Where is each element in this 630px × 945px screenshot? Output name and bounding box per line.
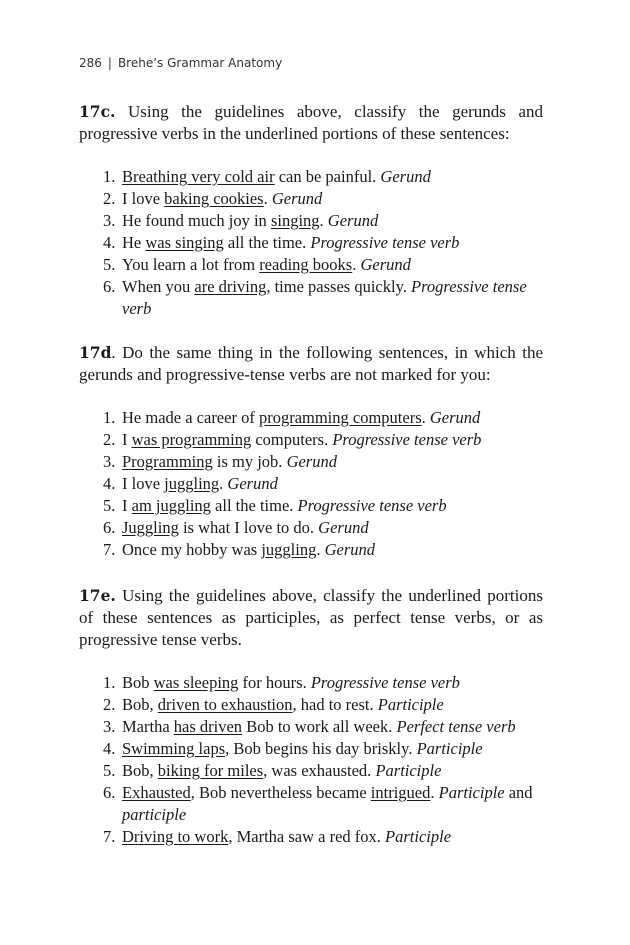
item-number: 7.: [103, 827, 116, 846]
answer-label: Participle: [416, 739, 483, 758]
sentence-text: all the time.: [223, 233, 311, 252]
underlined-phrase: Exhausted: [122, 783, 191, 802]
sentence-item: [79, 539, 543, 561]
answer-label: Participle: [438, 783, 505, 802]
sentence-text: , Bob nevertheless became: [190, 783, 371, 802]
sentence-text: .: [219, 474, 228, 493]
sentence-text: I love: [122, 189, 165, 208]
sentence-list: [79, 672, 543, 848]
sentence-text: , Bob begins his day briskly.: [225, 739, 417, 758]
underlined-phrase: has driven: [173, 717, 243, 736]
sentence-text: .: [352, 255, 361, 274]
answer-label: Progressive tense verb: [122, 277, 527, 318]
book-title: Brehe’s Grammar Anatomy: [117, 56, 283, 70]
underlined-phrase: Breathing very cold air: [122, 167, 275, 186]
sentence-item: [79, 451, 543, 473]
sentence-item: [79, 473, 543, 495]
answer-label: Perfect tense verb: [396, 717, 516, 736]
sentence-text: I love: [122, 474, 165, 493]
underlined-phrase: driven to exhaustion: [157, 695, 293, 714]
sentence-text: I: [122, 496, 132, 515]
sentence-text: Bob,: [122, 761, 158, 780]
sentence-item: [79, 495, 543, 517]
item-number: 5.: [103, 761, 116, 780]
sentence-text: He: [122, 233, 146, 252]
item-number: 2.: [103, 189, 116, 208]
answer-label: Gerund: [360, 255, 411, 274]
exercise-17c: [79, 101, 543, 320]
exercise-heading: [79, 585, 543, 651]
sentence-text: is what I love to do.: [178, 518, 319, 537]
sentence-item: [79, 760, 543, 782]
sentence-item: [79, 210, 543, 232]
sentence-text: and: [504, 783, 533, 802]
sentence-text: Once my hobby was: [122, 540, 262, 559]
sentence-text: Bob,: [122, 695, 158, 714]
sentence-item: [79, 276, 543, 320]
underlined-phrase: programming computers: [258, 408, 422, 427]
sentence-text: can be painful.: [274, 167, 381, 186]
exercise-instruction: . Do the same thing in the following sentences, in which the gerunds and progressive-tense verbs are not marked for you:: [79, 343, 543, 384]
underlined-phrase: am juggling: [131, 496, 211, 515]
sentence-text: .: [316, 540, 325, 559]
sentence-item: [79, 826, 543, 848]
underlined-phrase: juggling: [261, 540, 317, 559]
sentence-text: He found much joy in: [122, 211, 271, 230]
sentence-list: [79, 166, 543, 320]
item-number: 5.: [103, 255, 116, 274]
exercise-label: 17c.: [79, 102, 116, 121]
answer-label: Gerund: [271, 189, 323, 208]
answer-label: Progressive tense verb: [332, 430, 482, 449]
item-number: 3.: [103, 717, 116, 736]
answer-label: Gerund: [324, 540, 375, 559]
answer-label: Participle: [375, 761, 442, 780]
sentence-list: [79, 407, 543, 561]
sentence-item: [79, 166, 543, 188]
item-number: 2.: [103, 430, 116, 449]
sentence-text: , was exhausted.: [263, 761, 376, 780]
sentence-text: Martha: [122, 717, 174, 736]
underlined-phrase: Programming: [122, 452, 213, 471]
item-number: 1.: [103, 673, 116, 692]
sentence-text: .: [421, 408, 430, 427]
sentence-item: [79, 716, 543, 738]
sentence-item: [79, 672, 543, 694]
item-number: 1.: [103, 167, 116, 186]
answer-label: Participle: [377, 695, 444, 714]
answer-label: Gerund: [380, 167, 431, 186]
item-number: 6.: [103, 277, 116, 296]
sentence-text: You learn a lot from: [122, 255, 260, 274]
sentence-text: computers.: [251, 430, 333, 449]
item-number: 4.: [103, 233, 116, 252]
sentence-text: Bob: [122, 673, 154, 692]
sentence-item: [79, 429, 543, 451]
sentence-text: He made a career of: [122, 408, 259, 427]
item-number: 1.: [103, 408, 116, 427]
sentence-text: When you: [122, 277, 195, 296]
underlined-phrase: was sleeping: [153, 673, 239, 692]
exercise-17d: [79, 342, 543, 561]
exercise-heading: [79, 101, 543, 145]
answer-label: Gerund: [227, 474, 278, 493]
sentence-item: [79, 782, 543, 826]
sentence-text: .: [319, 211, 328, 230]
sentence-item: [79, 694, 543, 716]
item-number: 6.: [103, 783, 116, 802]
sentence-item: [79, 517, 543, 539]
header-separator: |: [107, 56, 112, 70]
exercise-instruction: Using the guidelines above, classify the gerunds and progressive verbs in the underlined portions of these sentences:: [79, 102, 543, 143]
sentence-text: all the time.: [210, 496, 298, 515]
underlined-phrase: was programming: [131, 430, 252, 449]
item-number: 3.: [103, 452, 116, 471]
answer-label: Gerund: [318, 518, 369, 537]
sentence-text: I: [122, 430, 132, 449]
underlined-phrase: baking cookies: [164, 189, 264, 208]
answer-label: Gerund: [429, 408, 481, 427]
underlined-phrase: Swimming laps: [122, 739, 226, 758]
item-number: 7.: [103, 540, 116, 559]
answer-label: Gerund: [286, 452, 337, 471]
sentence-text: , time passes quickly.: [266, 277, 412, 296]
item-number: 4.: [103, 739, 116, 758]
exercise-heading: [79, 342, 543, 386]
sentence-text: .: [263, 189, 272, 208]
exercise-label: 17e.: [79, 586, 116, 605]
sentence-item: [79, 188, 543, 210]
answer-label: Progressive tense verb: [310, 673, 460, 692]
answer-label: participle: [122, 805, 187, 824]
sentence-item: [79, 738, 543, 760]
underlined-phrase: Driving to work: [122, 827, 229, 846]
underlined-phrase: are driving: [194, 277, 267, 296]
sentence-text: .: [430, 783, 439, 802]
sentence-text: is my job.: [212, 452, 287, 471]
item-number: 5.: [103, 496, 116, 515]
answer-label: Participle: [385, 827, 452, 846]
exercise-instruction: Using the guidelines above, classify the underlined portions of these sentences as participles, as perfect tense verbs, or as progressive tense verbs.: [79, 586, 543, 649]
running-head: [79, 56, 282, 70]
exercise-label: 17d: [79, 343, 112, 362]
sentence-text: for hours.: [238, 673, 311, 692]
exercise-17e: [79, 585, 543, 848]
sentence-text: Bob to work all week.: [242, 717, 397, 736]
underlined-phrase: Juggling: [122, 518, 179, 537]
underlined-phrase: singing: [270, 211, 320, 230]
sentence-text: , Martha saw a red fox.: [228, 827, 386, 846]
page-number: 286: [79, 56, 102, 70]
underlined-phrase: biking for miles: [157, 761, 264, 780]
sentence-item: [79, 254, 543, 276]
underlined-phrase: juggling: [164, 474, 220, 493]
item-number: 3.: [103, 211, 116, 230]
item-number: 4.: [103, 474, 116, 493]
answer-label: Gerund: [327, 211, 379, 230]
answer-label: Progressive tense verb: [310, 233, 460, 252]
answer-label: Progressive tense verb: [297, 496, 447, 515]
sentence-item: [79, 407, 543, 429]
sentence-text: , had to rest.: [292, 695, 378, 714]
item-number: 6.: [103, 518, 116, 537]
underlined-phrase: intrigued: [370, 783, 431, 802]
sentence-item: [79, 232, 543, 254]
item-number: 2.: [103, 695, 116, 714]
underlined-phrase: was singing: [145, 233, 224, 252]
underlined-phrase: reading books: [259, 255, 353, 274]
